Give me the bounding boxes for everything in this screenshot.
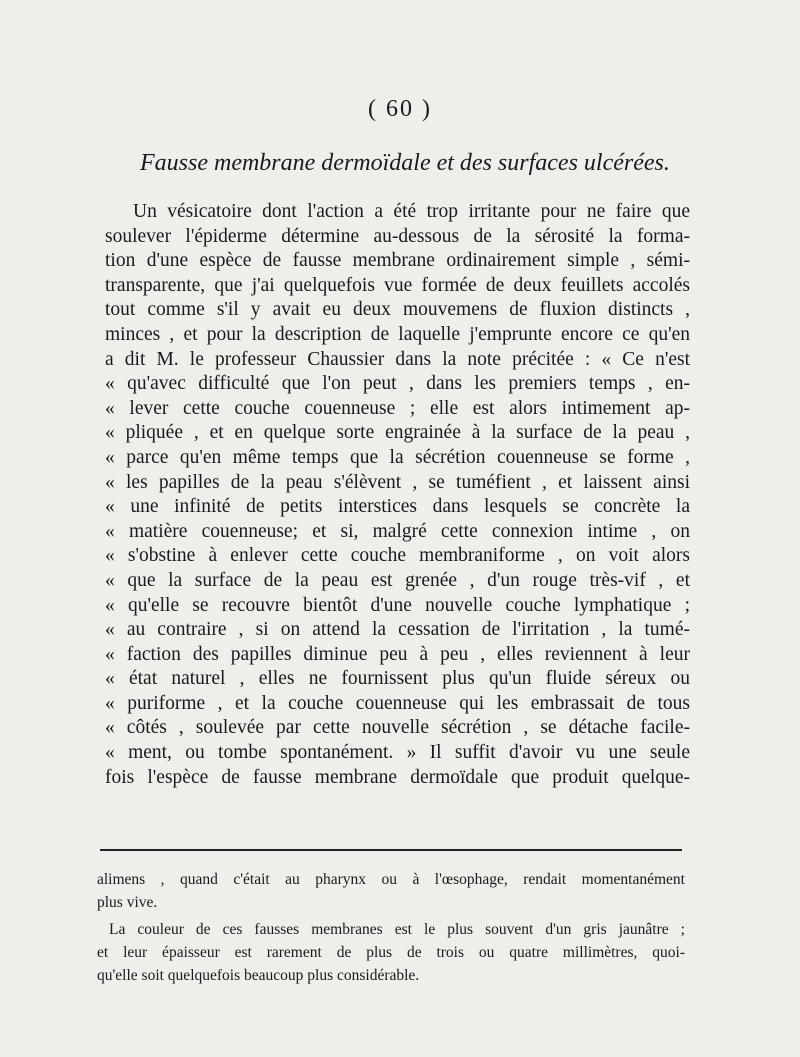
- body-line: minces , et pour la description de laquelle j'emprunte encore ce qu'en: [105, 323, 690, 345]
- body-line: transparente, que j'ai quelquefois vue formée de deux feuillets accolés: [105, 274, 690, 296]
- section-title: Fausse membrane dermoïdale et des surfaces ulcérées.: [140, 150, 670, 176]
- body-line: « au contraire , si on attend la cessation de l'irritation , la tumé-: [105, 619, 690, 641]
- body-line: « une infinité de petits interstices dans lesquels se concrète la: [105, 496, 690, 518]
- body-line: « que la surface de la peau est grenée , d'un rouge très-vif , et: [105, 569, 690, 591]
- footnote-line: alimens , quand c'était au pharynx ou à l'œsophage, rendait momentanément: [97, 871, 685, 888]
- body-line: « faction des papilles diminue peu à peu , elles reviennent à leur: [105, 643, 690, 665]
- body-line: soulever l'épiderme détermine au-dessous de la sérosité la forma-: [105, 225, 690, 247]
- body-line: « qu'elle se recouvre bientôt d'une nouvelle couche lymphatique ;: [105, 594, 690, 616]
- body-line: tout comme s'il y avait eu deux mouvemens de fluxion distincts ,: [105, 299, 690, 321]
- body-line: fois l'espèce de fausse membrane dermoïdale que produit quelque-: [105, 766, 690, 788]
- body-text: [105, 200, 690, 790]
- footnotes: [97, 868, 685, 987]
- body-line: « côtés , soulevée par cette nouvelle sécrétion , se détache facile-: [105, 717, 690, 739]
- body-line: Un vésicatoire dont l'action a été trop irritante pour ne faire que: [133, 201, 690, 222]
- footnote-line: plus vive.: [97, 894, 158, 911]
- body-line: « qu'avec difficulté que l'on peut , dans les premiers temps , en-: [105, 373, 690, 395]
- footnote-line: qu'elle soit quelquefois beaucoup plus considérable.: [97, 967, 420, 984]
- body-line: « puriforme , et la couche couenneuse qui les embrassait de tous: [105, 692, 690, 714]
- body-line: « pliquée , et en quelque sorte engrainée à la surface de la peau ,: [105, 422, 690, 444]
- body-line: a dit M. le professeur Chaussier dans la note précitée : « Ce n'est: [105, 348, 690, 370]
- body-line: « les papilles de la peau s'élèvent , se tuméfient , et laissent ainsi: [105, 471, 690, 493]
- body-line: « état naturel , elles ne fournissent plus qu'un fluide séreux ou: [105, 668, 690, 690]
- body-line: « matière couenneuse; et si, malgré cette connexion intime , on: [105, 520, 690, 542]
- footnote-divider: [100, 849, 682, 851]
- body-line: « lever cette couche couenneuse ; elle est alors intimement ap-: [105, 397, 690, 419]
- body-line: tion d'une espèce de fausse membrane ordinairement simple , sémi-: [105, 250, 690, 272]
- body-line: « s'obstine à enlever cette couche membraniforme , on voit alors: [105, 545, 690, 567]
- page-number: ( 60 ): [368, 96, 432, 122]
- body-line: « ment, ou tombe spontanément. » Il suffit d'avoir vu une seule: [105, 742, 690, 764]
- footnote-line: et leur épaisseur est rarement de plus de trois ou quatre millimètres, quoi-: [97, 944, 685, 961]
- body-line: « parce qu'en même temps que la sécrétion couenneuse se forme ,: [105, 446, 690, 468]
- footnote-line: La couleur de ces fausses membranes est le plus souvent d'un gris jaunâtre ;: [109, 921, 685, 938]
